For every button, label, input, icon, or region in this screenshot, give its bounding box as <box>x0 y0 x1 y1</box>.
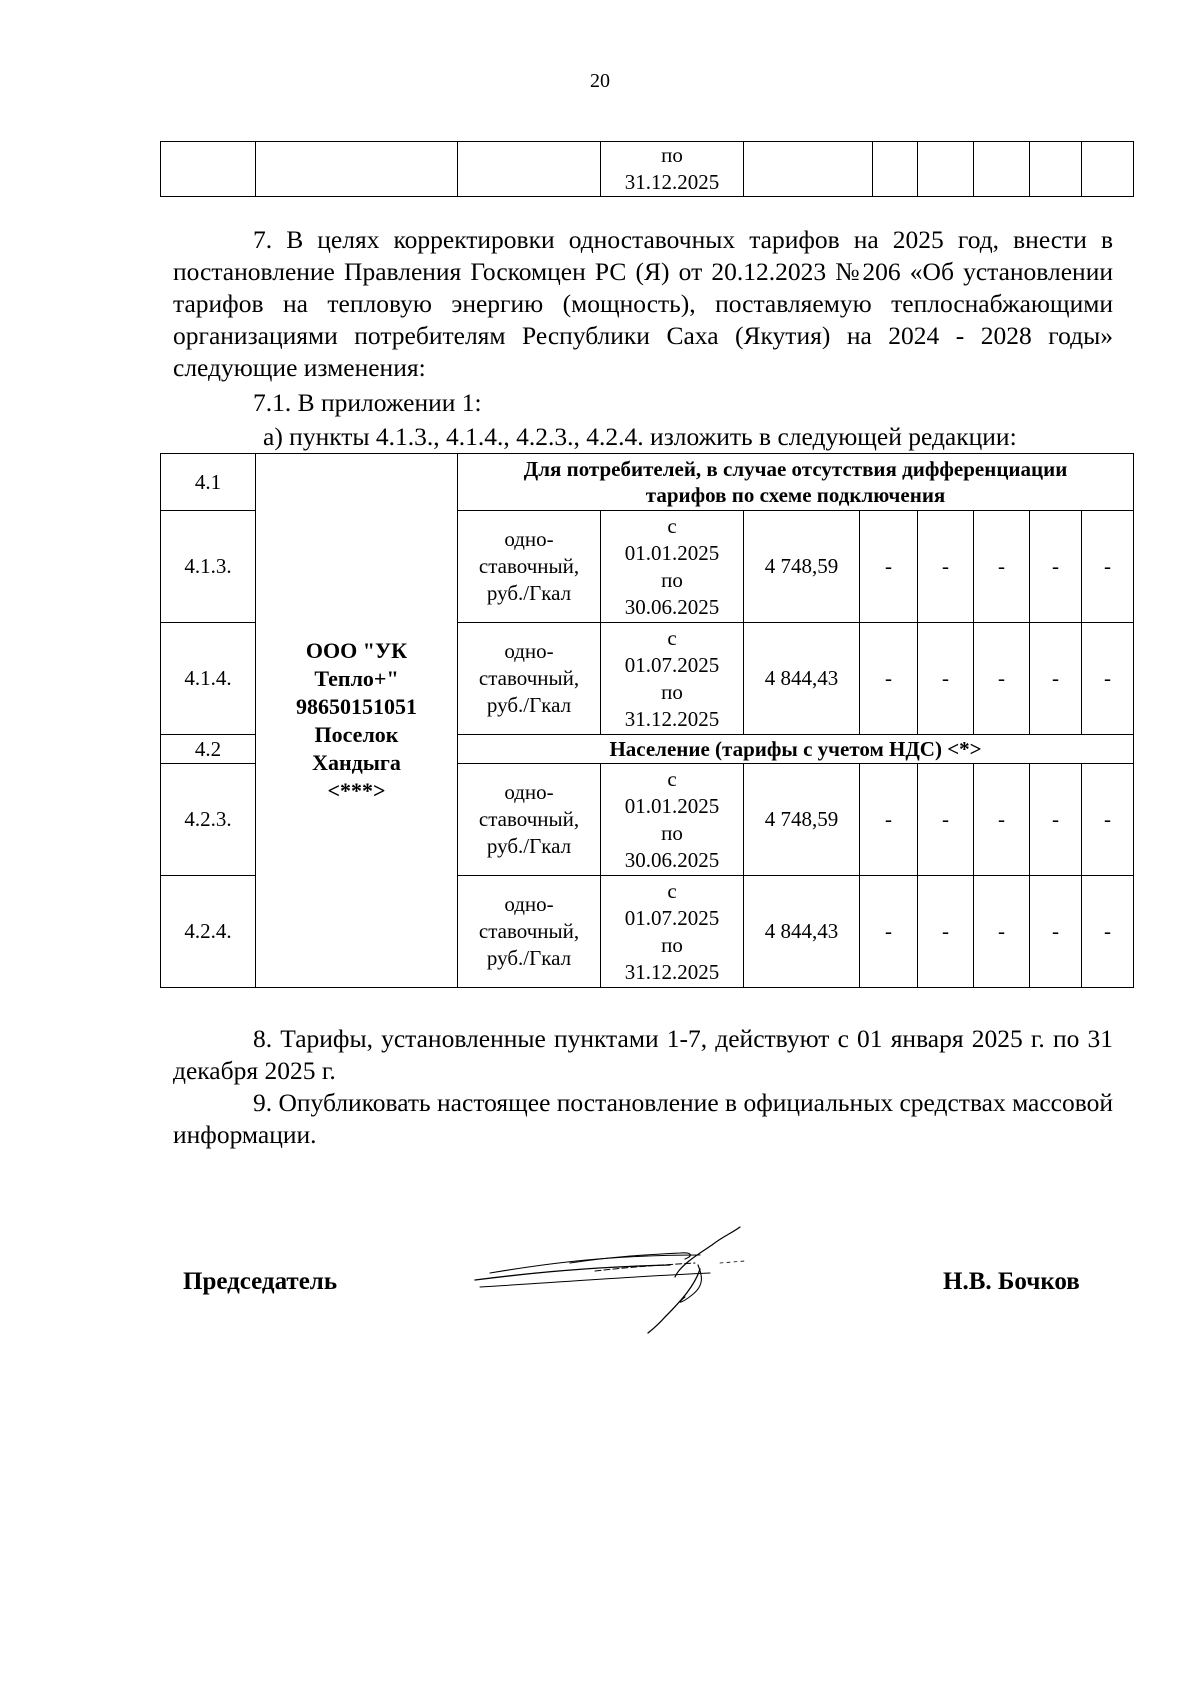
organization-line: Хандыга <box>312 749 401 775</box>
dash-cell: - <box>860 511 918 623</box>
section-number: 4.2 <box>161 735 256 764</box>
dash-cell: - <box>918 876 974 988</box>
page-number: 20 <box>590 70 610 92</box>
dash-cell: - <box>1082 876 1134 988</box>
period-end: 30.06.2025 <box>624 847 720 872</box>
section-title <box>458 454 1134 511</box>
dash-cell: - <box>860 764 918 876</box>
row-number: 4.1.4. <box>161 623 256 735</box>
empty-cell <box>1030 142 1082 197</box>
paragraph-7-1-a: а) пункты 4.1.3., 4.1.4., 4.2.3., 4.2.4. изложить в следующей редакции: <box>263 422 1017 451</box>
paragraph-8-text: 8. Тарифы, установленные пунктами 1-7, действуют с 01 января 2025 г. по 31 декабря 2025 г. <box>173 1024 1113 1085</box>
dash-cell: - <box>974 876 1030 988</box>
tariff-type-line: руб./Гкал <box>486 693 572 717</box>
dash-cell: - <box>974 623 1030 735</box>
paragraph-7-1: 7.1. В приложении 1: <box>253 388 482 417</box>
paragraph-9 <box>173 1087 1113 1151</box>
empty-cell <box>918 142 974 197</box>
tariff-value: 4 844,43 <box>744 623 860 735</box>
tariff-type-line: одно- <box>504 780 554 804</box>
tariff-type-line: руб./Гкал <box>486 946 572 970</box>
period-to: по <box>661 820 683 845</box>
empty-cell <box>974 142 1030 197</box>
row-number: 4.2.4. <box>161 876 256 988</box>
tariff-type <box>458 764 601 876</box>
period-end: 31.12.2025 <box>624 170 720 194</box>
tariff-type-line: руб./Гкал <box>486 581 572 605</box>
tariff-type-line: одно- <box>504 892 554 916</box>
tariff-type-line: руб./Гкал <box>486 834 572 858</box>
dash-cell: - <box>860 623 918 735</box>
period-cell <box>601 623 744 735</box>
dash-cell: - <box>860 876 918 988</box>
empty-cell <box>744 142 873 197</box>
paragraph-7-text: 7. В целях корректировки одноставочных тарифов на 2025 год, внести в постановление Правления Госкомцен РС (Я) от 20.12.2023 №206 «Об установлении тарифов на тепловую энергию (мощность), поставляемую теплоснабжающими организациями потребителям Республики Саха (Якутия) на 2024 - 2028 годы» следующие изменения: <box>173 225 1113 382</box>
tariff-type-line: ставочный, <box>478 666 580 690</box>
period-cell <box>601 876 744 988</box>
period-start: 01.07.2025 <box>624 652 720 677</box>
period-start: 01.01.2025 <box>624 793 720 818</box>
tariff-value: 4 748,59 <box>744 511 860 623</box>
empty-cell <box>458 142 601 197</box>
period-from: с <box>667 878 677 903</box>
dash-cell: - <box>918 623 974 735</box>
section-title: Население (тарифы с учетом НДС) <*> <box>458 735 1134 764</box>
tariff-type-line: ставочный, <box>478 919 580 943</box>
section-title-line: Для потребителей, в случае отсутствия дифференциации <box>523 457 1068 481</box>
period-end: 31.12.2025 <box>624 706 720 731</box>
organization-line: Тепло+" <box>314 665 399 691</box>
section-number: 4.1 <box>161 454 256 511</box>
row-number: 4.2.3. <box>161 764 256 876</box>
dash-cell: - <box>1082 623 1134 735</box>
tariff-type-line: одно- <box>504 527 554 551</box>
dash-cell: - <box>918 764 974 876</box>
period-end: 30.06.2025 <box>624 594 720 619</box>
period-to: по <box>661 567 683 592</box>
table-row <box>161 454 1134 511</box>
handwritten-signature <box>470 1225 790 1335</box>
organization-line: <***> <box>327 777 386 803</box>
paragraph-9-text: 9. Опубликовать настоящее постановление в официальных средствах массовой информации. <box>173 1088 1114 1149</box>
signatory-title: Председатель <box>183 1268 338 1295</box>
period-to: по <box>661 932 683 957</box>
section-title-line: тарифов по схеме подключения <box>645 483 946 507</box>
period-start: 01.01.2025 <box>624 540 720 565</box>
tariff-value: 4 844,43 <box>744 876 860 988</box>
period-from: с <box>667 766 677 791</box>
period-end: 31.12.2025 <box>624 959 720 984</box>
empty-cell <box>1082 142 1134 197</box>
tariff-type <box>458 876 601 988</box>
period-start: 01.07.2025 <box>624 905 720 930</box>
dash-cell: - <box>1082 764 1134 876</box>
tariff-type <box>458 623 601 735</box>
tariff-table <box>160 453 1134 988</box>
period-cell <box>601 764 744 876</box>
dash-cell: - <box>1030 511 1082 623</box>
period-to: по <box>661 143 683 167</box>
period-to: по <box>661 679 683 704</box>
empty-cell <box>873 142 918 197</box>
paragraph-8 <box>173 1023 1113 1087</box>
organization-line: Поселок <box>314 721 399 747</box>
dash-cell: - <box>1030 623 1082 735</box>
period-from: с <box>667 625 677 650</box>
empty-cell <box>256 142 458 197</box>
organization-line: 98650151051 <box>296 693 417 719</box>
dash-cell: - <box>1030 764 1082 876</box>
dash-cell: - <box>1082 511 1134 623</box>
dash-cell: - <box>1030 876 1082 988</box>
period-cell <box>601 142 744 197</box>
tariff-type-line: одно- <box>504 639 554 663</box>
signatory-name: Н.В. Бочков <box>943 1268 1080 1295</box>
tariff-type <box>458 511 601 623</box>
tariff-value: 4 748,59 <box>744 764 860 876</box>
dash-cell: - <box>974 511 1030 623</box>
previous-table-fragment <box>160 141 1134 197</box>
period-cell <box>601 511 744 623</box>
tariff-type-line: ставочный, <box>478 554 580 578</box>
row-number: 4.1.3. <box>161 511 256 623</box>
empty-cell <box>161 142 256 197</box>
organization-line: ООО "УК <box>305 637 408 663</box>
organization-cell <box>256 454 458 988</box>
tariff-type-line: ставочный, <box>478 807 580 831</box>
dash-cell: - <box>974 764 1030 876</box>
period-from: с <box>667 513 677 538</box>
dash-cell: - <box>918 511 974 623</box>
paragraph-7 <box>173 224 1113 384</box>
